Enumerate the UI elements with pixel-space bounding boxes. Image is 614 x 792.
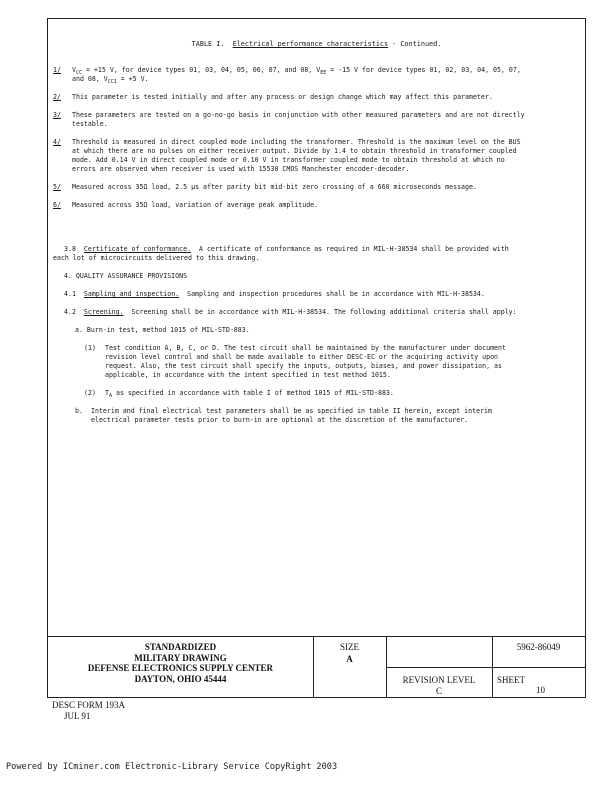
section-3-8-line-1: 3.8 Certificate of conformance. A certificate of conformance as required in MIL-H-38534 shall be provided with xyxy=(64,245,509,253)
note-4-line-2: at which there are no pulses on either receiver output. Divide by 1.4 to obtain threshold in transformer coupled xyxy=(72,147,517,155)
size-value: A xyxy=(346,654,353,664)
section-3-8-line-2: each lot of microcircuits delivered to this drawing. xyxy=(53,254,260,262)
note-4-line-4: errors are observed when receiver is used with 15530 CMOS Manchester encoder-decoder. xyxy=(72,165,410,173)
note-4-line-3: mode. Add 0.14 V in direct coupled mode or 0.10 V in transformer coupled mode to obtain threshold at which no xyxy=(72,156,505,164)
sheet-value: 10 xyxy=(536,685,545,695)
footer-divider xyxy=(48,636,585,637)
item-a1-line-2: revision level control and shall be made available to either DESC-EC or the acquiring activity upon xyxy=(105,353,499,361)
note-1-number: 1/ xyxy=(53,66,61,74)
form-date: JUL 91 xyxy=(64,711,91,721)
note-2-number: 2/ xyxy=(53,93,61,101)
item-a: a. Burn-in test, method 1015 of MIL-STD-883. xyxy=(75,326,250,334)
note-5-text: Measured across 35Ω load, 2.5 μs after parity bit mid-bit zero crossing of a 660 microseconds message. xyxy=(72,183,477,191)
note-4-line-1: Threshold is measured in direct coupled mode including the transformer. Threshold is the maximum level on the BUS xyxy=(72,138,521,146)
drawing-number: 5962-86049 xyxy=(516,642,561,652)
section-4-1: 4.1 Sampling and inspection. Sampling and inspection procedures shall be in accordance with MIL-H-38534. xyxy=(64,290,485,298)
item-a2-text: $T_A$ as specified in accordance with table I of method 1015 of MIL-STD-883. xyxy=(105,389,394,399)
footer-organization: STANDARDIZED MILITARY DRAWING DEFENSE ELECTRONICS SUPPLY CENTER DAYTON, OHIO 45444 xyxy=(87,642,274,684)
footer-divider-h1 xyxy=(386,667,585,668)
table-title: TABLE I. Electrical performance characteristics - Continued. xyxy=(191,40,442,48)
note-3-line-1: These parameters are tested on a go-no-go basis in conjunction with other measured parameters and are not directly xyxy=(72,111,525,119)
revision-value: C xyxy=(435,686,442,696)
note-6-text: Measured across 35Ω load, variation of average peak amplitude. xyxy=(72,201,319,209)
note-3-number: 3/ xyxy=(53,111,61,119)
item-b-line-1: Interim and final electrical test parameters shall be as specified in table II herein, except interim xyxy=(91,407,492,415)
revision-label: REVISION LEVEL xyxy=(402,675,476,685)
section-4-2: 4.2 Screening. Screening shall be in accordance with MIL-H-38534. The following additional criteria shall apply: xyxy=(64,308,517,316)
item-a1-line-3: request. Also, the test circuit shall specify the inputs, outputs, biases, and power dissipation, as xyxy=(105,362,502,370)
item-b-number: b. xyxy=(75,407,83,415)
sheet-label: SHEET xyxy=(497,675,525,685)
note-1-line-2: and 08, $V_{CC1} = +5$ V. xyxy=(72,75,149,85)
item-a1-line-1: Test condition A, B, C, or D. The test circuit shall be maintained by the manufacturer under document xyxy=(105,344,506,352)
note-6-number: 6/ xyxy=(53,201,61,209)
item-a1-line-4: applicable, in accordance with the intent specified in test method 1015. xyxy=(105,371,391,379)
item-b-line-2: electrical parameter tests prior to burn-in are optional at the discretion of the manufacturer. xyxy=(91,416,469,424)
note-5-number: 5/ xyxy=(53,183,61,191)
document-frame xyxy=(47,18,586,698)
item-a1-number: (1) xyxy=(84,344,96,352)
note-1-line-1: $V_{CC} = +15$ V, for device types 01, 03, 04, 05, 06, 07, and 08, $V_{EE} = -15$ V for device types 01, 02, 03, 04, 05, 07, xyxy=(72,66,521,76)
note-3-line-2: testable. xyxy=(72,120,108,128)
note-2-text: This parameter is tested initially and after any process or design change which may affect this parameter. xyxy=(72,93,493,101)
form-number: DESC FORM 193A xyxy=(52,700,126,710)
size-label: SIZE xyxy=(340,642,359,652)
note-4-number: 4/ xyxy=(53,138,61,146)
section-4-heading: 4. QUALITY ASSURANCE PROVISIONS xyxy=(64,272,188,280)
item-a2-number: (2) xyxy=(84,389,96,397)
powered-by-footer: Powered by ICminer.com Electronic-Library Service CopyRight 2003 xyxy=(6,762,338,772)
